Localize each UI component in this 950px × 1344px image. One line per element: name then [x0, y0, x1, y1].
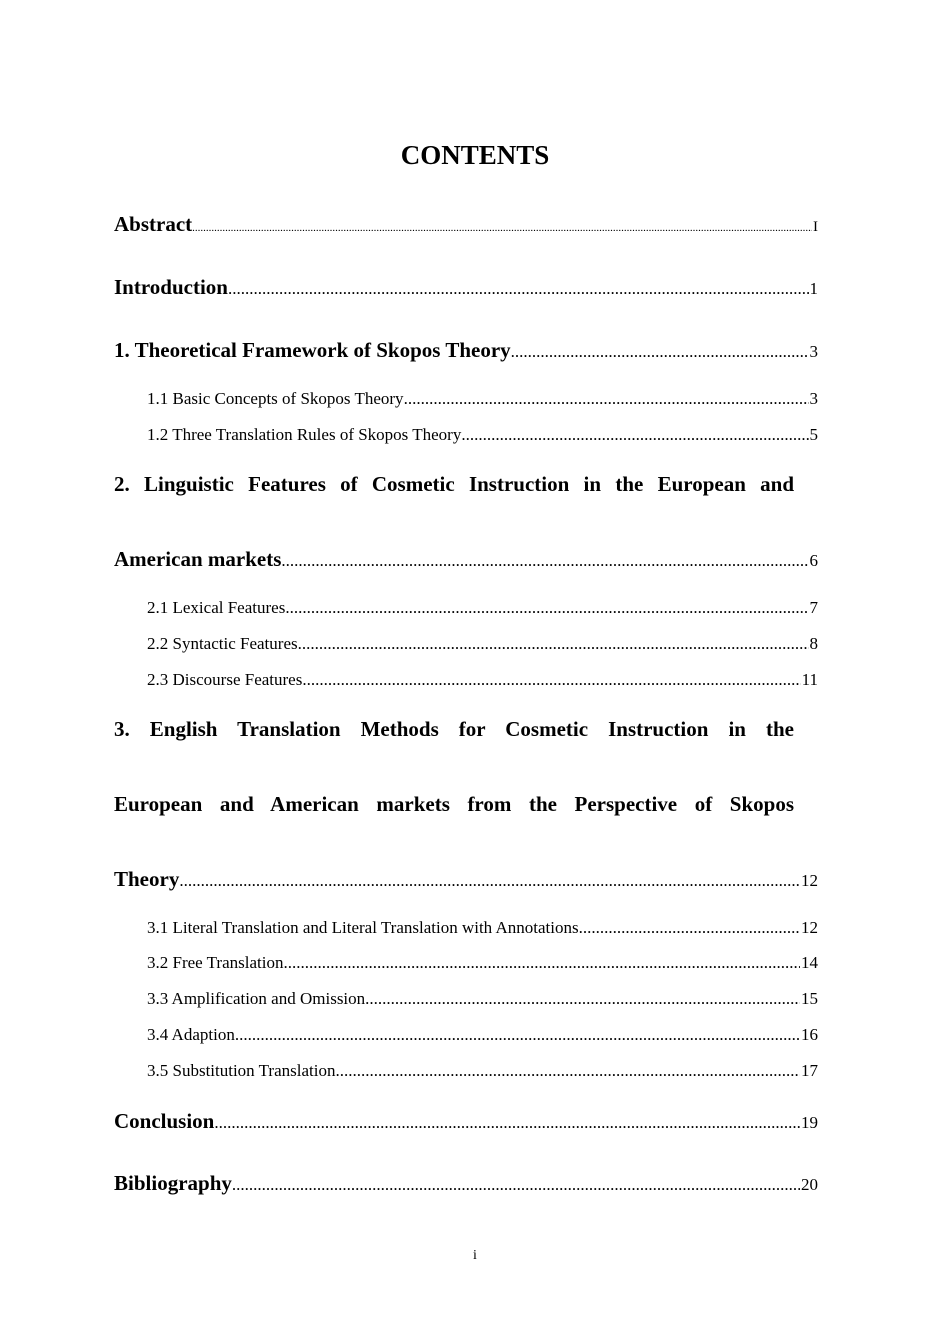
toc-entry-conclusion[interactable]	[114, 1107, 818, 1137]
dot-leader	[214, 1109, 800, 1137]
toc-entry-page: 7	[809, 598, 818, 617]
toc-entry-page: 1	[809, 279, 818, 298]
dot-leader	[235, 1024, 800, 1046]
dot-leader	[232, 1171, 800, 1199]
toc-entry-label: 2.1 Lexical Features	[147, 598, 286, 617]
toc-entry-label: Theory	[114, 867, 180, 891]
toc-entry-bibliography[interactable]	[114, 1169, 818, 1199]
dot-leader	[302, 669, 800, 691]
toc-entry-page: 12	[801, 871, 818, 890]
toc-entry-section-1-2[interactable]	[147, 424, 818, 446]
toc-entry-label: 1.2 Three Translation Rules of Skopos Theory	[147, 425, 462, 444]
toc-entry-label: American markets	[114, 547, 282, 571]
toc-entry-label: 3.5 Substitution Translation	[147, 1061, 336, 1080]
dot-leader	[511, 338, 809, 366]
toc-entry-label: 2.2 Syntactic Features	[147, 634, 298, 653]
toc-entry-label: 3.1 Literal Translation and Literal Translation with Annotations	[147, 918, 579, 937]
toc-entry-section-2-3[interactable]	[147, 669, 818, 691]
toc-entry-section-2-2[interactable]	[147, 633, 818, 655]
dot-leader	[335, 1060, 800, 1082]
toc-entry-section-3-1[interactable]	[147, 917, 818, 939]
toc-entry-chapter-3-line-2[interactable]: European and American markets from the Perspective of Skopos	[114, 792, 794, 816]
toc-entry-page: 17	[801, 1061, 818, 1080]
dot-leader	[298, 633, 809, 655]
toc-entry-section-1-1[interactable]	[147, 388, 818, 410]
toc-entry-chapter-1[interactable]	[114, 336, 818, 366]
toc-entry-page: 12	[801, 918, 818, 937]
dot-leader	[192, 214, 812, 242]
dot-leader	[579, 917, 800, 939]
toc-entry-page: 8	[809, 634, 818, 653]
toc-entry-section-3-4[interactable]	[147, 1024, 818, 1046]
toc-entry-chapter-2-line-1[interactable]: 2. Linguistic Features of Cosmetic Instruction in the European and	[114, 472, 794, 496]
toc-entry-label: Abstract	[114, 212, 193, 236]
toc-entry-page: 3	[809, 342, 818, 361]
page-title: CONTENTS	[400, 140, 550, 170]
toc-entry-introduction[interactable]	[114, 273, 818, 303]
toc-entry-label: Conclusion	[114, 1109, 215, 1133]
toc-entry-chapter-3[interactable]	[114, 865, 818, 895]
toc-entry-page: 5	[809, 425, 818, 444]
dot-leader	[461, 424, 808, 446]
toc-entry-section-3-5[interactable]	[147, 1060, 818, 1082]
toc-entry-label: 1. Theoretical Framework of Skopos Theory	[114, 338, 511, 362]
dot-leader	[228, 275, 809, 303]
toc-entry-page: 20	[801, 1175, 818, 1194]
toc-entry-label: 3.2 Free Translation	[147, 953, 284, 972]
toc-entry-page: 16	[801, 1025, 818, 1044]
dot-leader	[285, 597, 808, 619]
toc-entry-page: 19	[801, 1113, 818, 1132]
toc-entry-page: 14	[801, 953, 818, 972]
dot-leader	[283, 952, 800, 974]
dot-leader	[281, 547, 808, 575]
toc-entry-chapter-3-line-1[interactable]: 3. English Translation Methods for Cosmetic Instruction in the	[114, 717, 794, 741]
toc-entry-label: Bibliography	[114, 1171, 232, 1195]
toc-entry-label: 3.3 Amplification and Omission	[147, 989, 366, 1008]
toc-entry-page: 15	[801, 989, 818, 1008]
page-number: i	[473, 1248, 477, 1263]
toc-entry-label: 1.1 Basic Concepts of Skopos Theory	[147, 389, 404, 408]
dot-leader	[404, 388, 809, 410]
toc-entry-page: 3	[809, 389, 818, 408]
toc-entry-page: I	[813, 219, 818, 235]
toc-entry-chapter-2[interactable]	[114, 545, 818, 575]
toc-entry-label: Introduction	[114, 275, 228, 299]
toc-entry-page: 11	[801, 670, 818, 689]
dot-leader	[179, 867, 800, 895]
dot-leader	[365, 988, 800, 1010]
toc-entry-section-3-3[interactable]	[147, 988, 818, 1010]
toc-entry-page: 6	[809, 551, 818, 570]
toc-entry-section-2-1[interactable]	[147, 597, 818, 619]
toc-entry-section-3-2[interactable]	[147, 952, 818, 974]
toc-entry-label: 2.3 Discourse Features	[147, 670, 303, 689]
toc-entry-label: 3.4 Adaption	[147, 1025, 235, 1044]
toc-entry-abstract[interactable]	[114, 210, 818, 242]
